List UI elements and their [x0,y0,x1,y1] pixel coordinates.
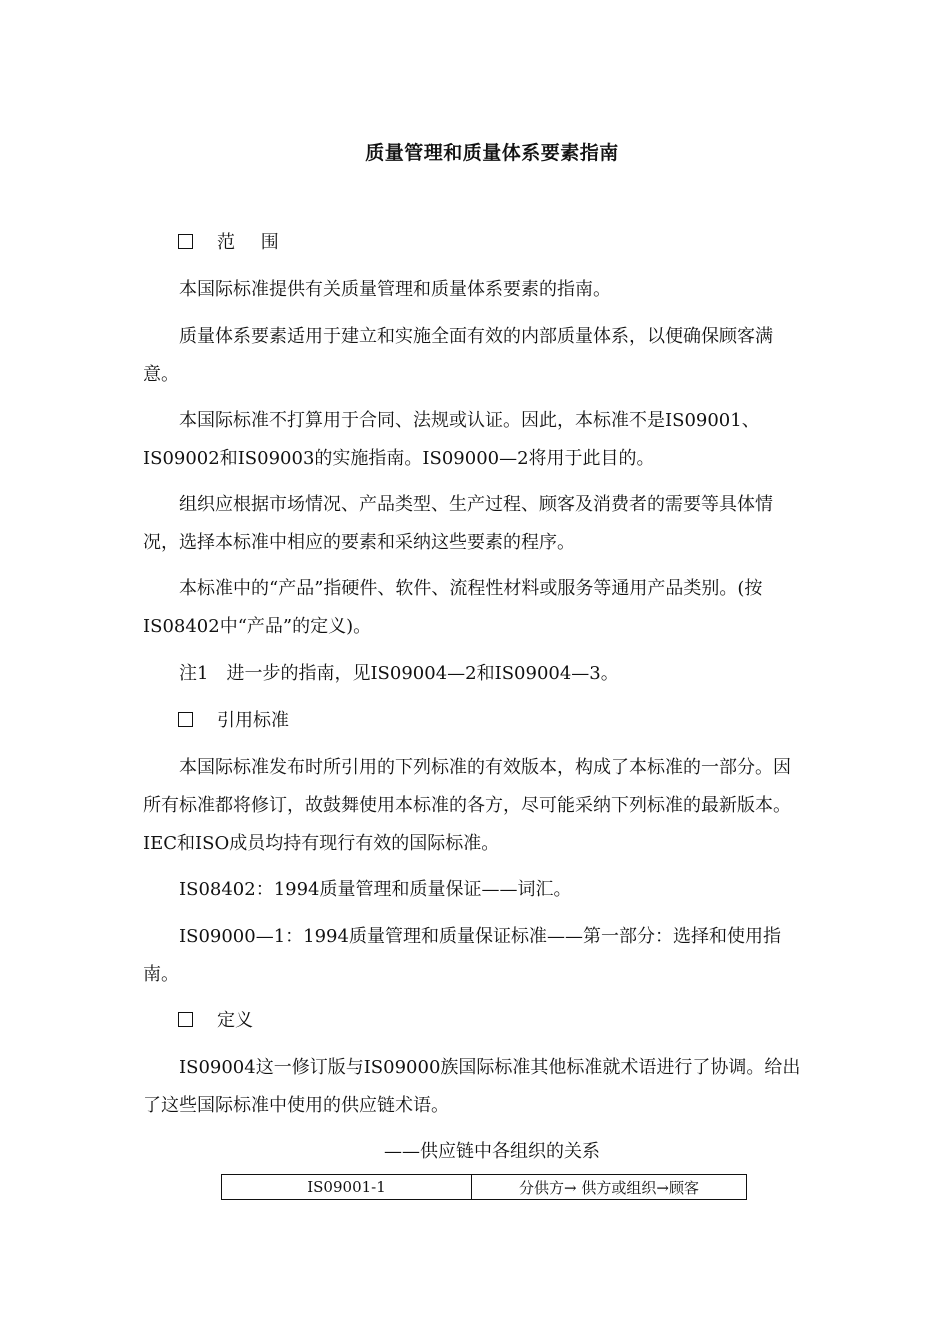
section-heading-definitions [178,1002,253,1040]
checkbox-icon [178,712,193,727]
paragraph: 本标准中的“产品”指硬件、软件、流程性材料或服务等通用产品类别。(按IS08402中“产品”的定义)。 [143,578,763,637]
table-cell: 分供方→ 供方或组织→顾客 [472,1175,747,1200]
supply-chain-table [221,1174,747,1200]
paragraph: IS09000—1：1994质量管理和质量保证标准——第一部分：选择和使用指南。 [143,926,781,985]
section-heading-references [178,702,289,740]
section-label: 范 围 [217,232,289,253]
paragraph: IS09004这一修订版与IS09000族国际标准其他标准就术语进行了协调。给出了这些国际标准中使用的供应链术语。 [143,1057,801,1116]
paragraph: 质量体系要素适用于建立和实施全面有效的内部质量体系，以便确保顾客满意。 [143,326,773,385]
table-cell: IS09001-1 [222,1175,472,1200]
note: 注1 进一步的指南，见IS09004—2和IS09004—3。 [179,663,619,684]
paragraph: 本国际标准提供有关质量管理和质量体系要素的指南。 [179,279,611,300]
section-label: 定义 [217,1010,253,1031]
paragraph: IS08402：1994质量管理和质量保证——词汇。 [179,879,572,900]
checkbox-icon [178,1012,193,1027]
paragraph: 本国际标准发布时所引用的下列标准的有效版本，构成了本标准的一部分。因所有标准都将修订，故鼓舞使用本标准的各方，尽可能采纳下列标准的最新版本。IEC和ISO成员均持有现行有效的国际标准。 [143,757,791,854]
paragraph: 本国际标准不打算用于合同、法规或认证。因此，本标准不是IS09001、IS09002和IS09003的实施指南。IS09000—2将用于此目的。 [143,410,760,469]
section-label: 引用标准 [217,710,289,731]
paragraph: 组织应根据市场情况、产品类型、生产过程、顾客及消费者的需要等具体情况，选择本标准中相应的要素和采纳这些要素的程序。 [143,494,773,553]
table-row [222,1175,747,1200]
section-heading-scope [178,224,289,262]
checkbox-icon [178,234,193,249]
document-title: 质量管理和质量体系要素指南 [365,142,619,164]
table-caption: ——供应链中各组织的关系 [384,1141,600,1162]
